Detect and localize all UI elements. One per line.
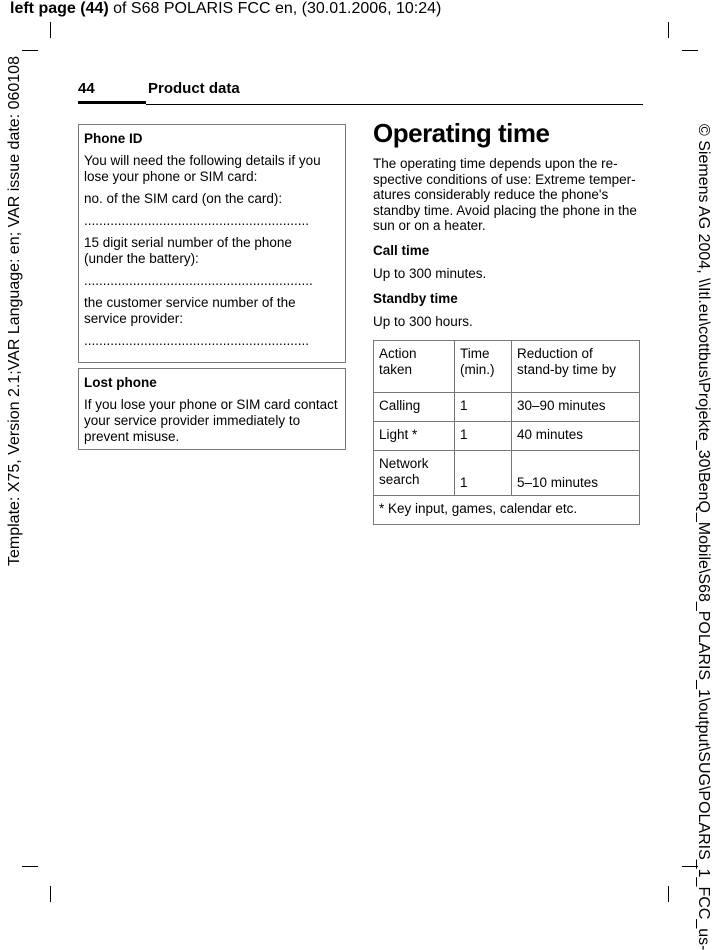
lost-phone-box	[78, 368, 346, 450]
call-time-value: Up to 300 minutes.	[373, 266, 487, 281]
table-cell: 1	[455, 422, 512, 451]
table-cell: 30–90 minutes	[512, 393, 640, 422]
table-row	[374, 422, 640, 451]
crop-mark	[50, 22, 51, 38]
table-header-row	[374, 341, 640, 393]
header-cell: Action taken	[374, 341, 455, 393]
sim-number-label: no. of the SIM card (on the card):	[84, 191, 283, 206]
operating-time-heading: Operating time	[373, 118, 550, 148]
table-cell: 1	[455, 451, 512, 496]
table-row	[374, 393, 640, 422]
serial-number-blank: .............................................................	[84, 273, 313, 288]
header-cell: Reduction of stand-by time by	[512, 341, 640, 393]
page-number: 44	[78, 80, 95, 97]
table-cell: Network search	[374, 451, 455, 496]
section-title: Product data	[148, 80, 240, 97]
phone-id-box	[78, 124, 346, 363]
doc-info: of S68 POLARIS FCC en, (30.01.2006, 10:24)	[108, 0, 442, 17]
crop-mark	[668, 22, 669, 38]
table-cell: 40 minutes	[512, 422, 640, 451]
sim-number-blank: ............................................................	[84, 213, 310, 228]
standby-reduction-table	[373, 340, 640, 525]
operating-time-intro: The operating time depends upon the re-spective conditions of use: Extreme temper-atures considerably reduce the phone's standby time. Avoid placing the phone in the sun or on a heater.	[373, 156, 637, 233]
table-cell: Calling	[374, 393, 455, 422]
service-number-label: the customer service number of the service provider:	[84, 295, 296, 326]
lost-phone-text: If you lose your phone or SIM card contact your service provider immediately to prevent misuse.	[84, 397, 338, 444]
crop-mark	[668, 886, 669, 902]
serial-number-label: 15 digit serial number of the phone (under the battery):	[84, 235, 292, 266]
table-row	[374, 451, 640, 496]
table-footnote: * Key input, games, calendar etc.	[374, 496, 640, 525]
table-cell: Light *	[374, 422, 455, 451]
page-label: left page (44)	[10, 0, 109, 17]
call-time-heading: Call time	[373, 242, 430, 258]
header-rule-thick	[78, 101, 146, 104]
standby-time-heading: Standby time	[373, 290, 458, 306]
running-header	[10, 0, 441, 18]
standby-time-value: Up to 300 hours.	[373, 314, 473, 329]
copyright-path-vertical: © Siemens AG 2004, \\Itl.eu\cottbus\Projekte_30\BenQ_Mobile\S68_POLARIS_1\output\SUG\POLARIS_1_FCC_us-	[695, 124, 712, 950]
phone-id-intro: You will need the following details if you lose your phone or SIM card:	[84, 153, 321, 184]
table-cell: 1	[455, 393, 512, 422]
table-footnote-row	[374, 496, 640, 525]
header-rule	[146, 104, 643, 105]
crop-mark	[682, 50, 698, 51]
crop-mark	[22, 50, 38, 51]
operating-time-body	[373, 156, 641, 339]
crop-mark	[50, 886, 51, 902]
header-cell: Time (min.)	[455, 341, 512, 393]
template-info-vertical: Template: X75, Version 2.1;VAR Language: en; VAR issue date: 060108	[6, 56, 23, 566]
lost-phone-title: Lost phone	[84, 375, 157, 390]
crop-mark	[22, 866, 38, 867]
table-cell: 5–10 minutes	[512, 451, 640, 496]
phone-id-title: Phone ID	[84, 131, 143, 146]
service-number-blank: ............................................................	[84, 333, 310, 348]
